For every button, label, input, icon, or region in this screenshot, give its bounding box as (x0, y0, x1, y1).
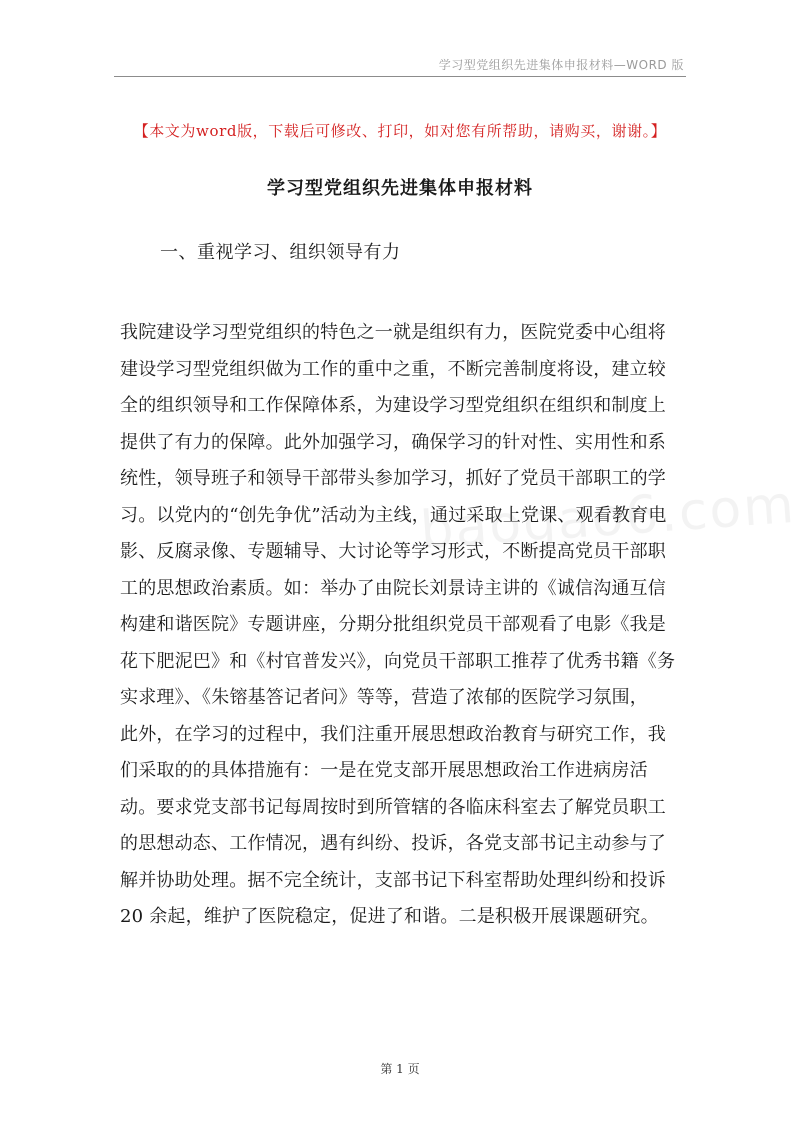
body-line: 的思想动态、工作情况，遇有纠纷、投诉，各党支部书记主动参与了 (120, 833, 666, 854)
body-line: 提供了有力的保障。此外加强学习，确保学习的针对性、实用性和系 (120, 431, 666, 453)
body-line: 影、反腐录像、专题辅导、大讨论等学习形式，不断提高党员干部职 (120, 541, 666, 562)
body-line: 动。要求党支部书记每周按时到所管辖的各临床科室去了解党员职工 (120, 796, 666, 818)
body-line: 全的组织领导和工作保障体系，为建设学习型党组织在组织和制度上 (120, 395, 666, 416)
body-line: 实求理》、《朱镕基答记者问》等等，营造了浓郁的医院学习氛围， (120, 687, 648, 708)
body-line: 建设学习型党组织做为工作的重中之重，不断完善制度将设，建立较 (120, 358, 666, 380)
body-line: 我院建设学习型党组织的特色之一就是组织有力，医院党委中心组将 (120, 322, 666, 343)
running-header: 学习型党组织先进集体申报材料—WORD 版 (438, 58, 684, 72)
body-line: 构建和谐医院》专题讲座，分期分批组织党员干部观看了电影《我是 (120, 614, 666, 635)
section-heading: 一、重视学习、组织领导有力 (160, 242, 401, 263)
body-line: 20 余起，维护了医院稳定，促进了和谐。二是积极开展课题研究。 (120, 906, 659, 927)
body-line: 们采取的的具体措施有：一是在党支部开展思想政治工作进病房活 (120, 760, 648, 781)
body-line: 此外，在学习的过程中，我们注重开展思想政治教育与研究工作，我 (120, 723, 666, 745)
download-notice: 【本文为word版，下载后可修改、打印，如对您有所帮助，请购买，谢谢。】 (133, 122, 667, 140)
body-line: 习。以党内的“创先争优”活动为主线，通过采取上党课、观看教育电 (120, 504, 667, 526)
page-number: 第 1 页 (380, 1062, 420, 1076)
body-line: 工的思想政治素质。如：举办了由院长刘景诗主讲的《诚信沟通互信 (120, 577, 666, 599)
body-line: 解并协助处理。据不完全统计，支部书记下科室帮助处理纠纷和投诉 (120, 869, 666, 891)
body-paragraph (120, 315, 690, 936)
body-line: 花下肥泥巴》和《村官普发兴》，向党员干部职工推荐了优秀书籍《务 (120, 650, 676, 672)
body-line: 统性，领导班子和领导干部带头参加学习，抓好了党员干部职工的学 (120, 468, 666, 489)
header-divider (114, 76, 686, 77)
document-title: 学习型党组织先进集体申报材料 (267, 178, 533, 199)
